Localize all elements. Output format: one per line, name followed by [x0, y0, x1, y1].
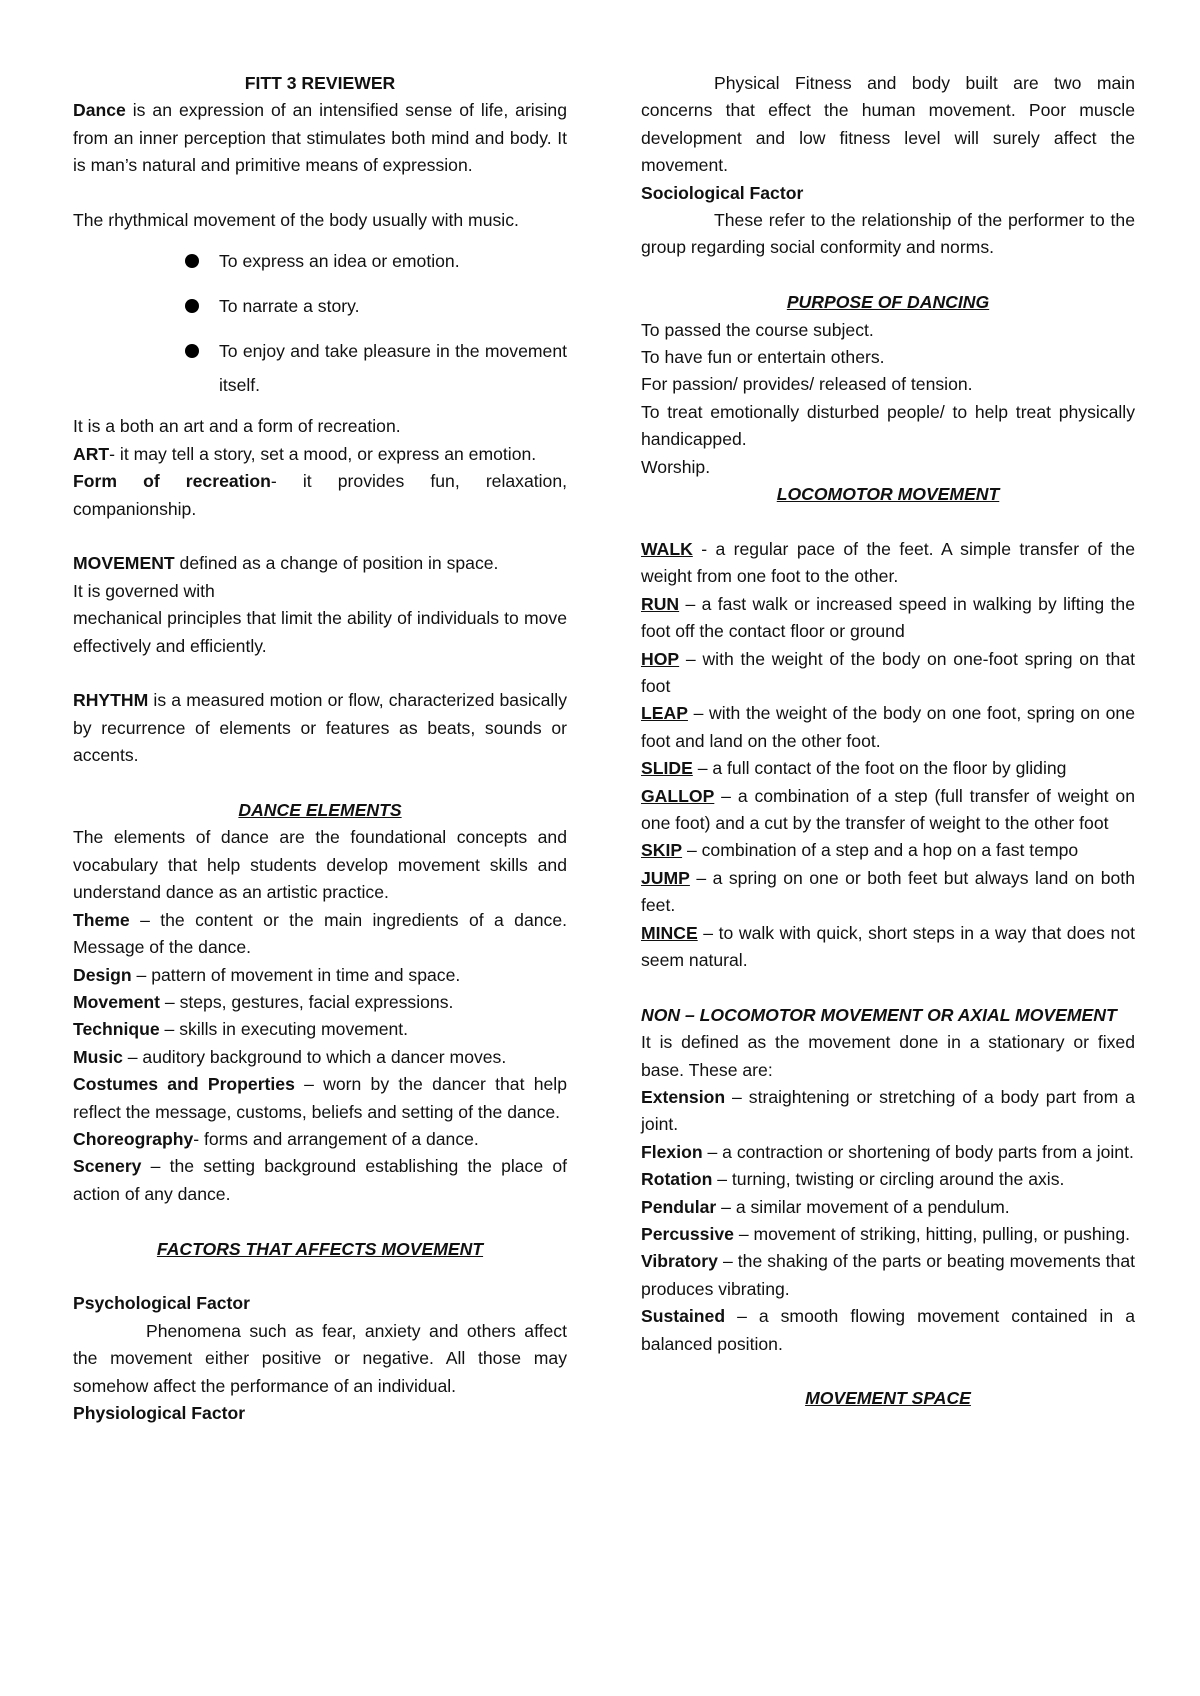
element-def: – the setting background establishing the place of action of any dance. — [73, 1156, 567, 1204]
locomotor-term: JUMP — [641, 867, 690, 888]
right-column — [641, 70, 1135, 1413]
axial-term: Sustained — [641, 1306, 726, 1327]
document-title: FITT 3 REVIEWER — [244, 73, 396, 93]
axial-def: – a similar movement of a pendulum. — [716, 1196, 1010, 1217]
art-definition — [73, 441, 567, 468]
element-def: – steps, gestures, facial expressions. — [160, 991, 454, 1012]
axial-term: Extension — [641, 1086, 726, 1107]
locomotor-term: RUN — [641, 593, 680, 614]
recreation-def-text: - it provides fun, relaxation, companionship. — [73, 471, 567, 519]
locomotor-item — [641, 783, 1135, 838]
locomotor-item — [641, 865, 1135, 920]
locomotor-term: HOP — [641, 648, 680, 669]
bullet-text: To express an idea or emotion. — [219, 251, 460, 272]
element-term: Music — [73, 1046, 123, 1067]
art-term: ART — [73, 443, 110, 464]
locomotor-def: – a fast walk or increased speed in walking by lifting the foot off the contact floor or ground — [641, 593, 1135, 642]
psychological-def: Phenomena such as fear, anxiety and others affect the movement either positive or negative. All those may somehow affect the performance of an individual. — [73, 1320, 567, 1396]
dance-definition — [73, 97, 567, 179]
locomotor-item — [641, 837, 1135, 864]
mechanical-text: mechanical principles that limit the ability of individuals to move effectively and efficiently. — [73, 608, 567, 656]
element-def: – worn by the dancer that help reflect the message, customs, beliefs and setting of the dance. — [73, 1074, 567, 1122]
element-item — [73, 1044, 567, 1071]
axial-def: – straightening or stretching of a body part from a joint. — [641, 1086, 1135, 1135]
dance-elements-heading: DANCE ELEMENTS — [238, 800, 402, 821]
axial-item — [641, 1221, 1135, 1248]
element-item — [73, 962, 567, 989]
governed-text: It is governed with — [73, 580, 215, 601]
element-item — [73, 989, 567, 1016]
dance-term: Dance — [73, 100, 126, 121]
purpose-item: To treat emotionally disturbed people/ to help treat physically handicapped. — [641, 401, 1135, 450]
movement-term: MOVEMENT — [73, 553, 175, 574]
bullet-item — [219, 244, 567, 278]
bullet-text: To enjoy and take pleasure in the movement itself. — [219, 341, 567, 396]
physiological-term: Physiological Factor — [73, 1402, 246, 1423]
axial-term: Rotation — [641, 1169, 713, 1190]
element-def: - forms and arrangement of a dance. — [193, 1128, 479, 1149]
rhythm-def-text: is a measured motion or flow, characterized basically by recurrence of elements or features as beats, sounds or accents. — [73, 690, 567, 766]
purpose-item: Worship. — [641, 456, 711, 477]
locomotor-term: SLIDE — [641, 758, 693, 779]
purpose-item: To passed the course subject. — [641, 319, 874, 340]
recreation-term: Form of recreation — [73, 471, 271, 492]
element-term: Design — [73, 964, 132, 985]
element-item — [73, 1071, 567, 1126]
non-locomotor-intro: It is defined as the movement done in a stationary or fixed base. These are: — [641, 1032, 1135, 1080]
axial-def: – the shaking of the parts or beating movements that produces vibrating. — [641, 1251, 1135, 1299]
art-def-text: - it may tell a story, set a mood, or express an emotion. — [109, 443, 537, 464]
art-recreation-text: It is a both an art and a form of recreation. — [73, 416, 401, 437]
bullet-text: To narrate a story. — [219, 296, 360, 317]
axial-def: – a smooth flowing movement contained in a balanced position. — [641, 1306, 1135, 1354]
element-term: Technique — [73, 1019, 160, 1040]
dance-def-text: is an expression of an intensified sense of life, arising from an inner perception that stimulates both mind and body. It is man’s natural and primitive means of expression. — [73, 100, 567, 176]
locomotor-item — [641, 536, 1135, 591]
element-term: Scenery — [73, 1156, 142, 1177]
psychological-term: Psychological Factor — [73, 1293, 250, 1314]
element-term: Costumes and Properties — [73, 1074, 295, 1095]
axial-item — [641, 1194, 1135, 1221]
locomotor-item — [641, 755, 1135, 782]
axial-term: Pendular — [641, 1196, 717, 1217]
sociological-def: These refer to the relationship of the performer to the group regarding social conformity and norms. — [641, 210, 1135, 258]
purpose-bullet-list — [73, 244, 567, 402]
movement-definition — [73, 550, 567, 577]
axial-item — [641, 1248, 1135, 1303]
bullet-item — [219, 289, 567, 323]
movement-space-heading: MOVEMENT SPACE — [805, 1388, 971, 1409]
locomotor-item — [641, 646, 1135, 701]
axial-item — [641, 1303, 1135, 1358]
factors-heading: FACTORS THAT AFFECTS MOVEMENT — [156, 1238, 484, 1259]
locomotor-def: – to walk with quick, short steps in a way that does not seem natural. — [641, 922, 1135, 970]
locomotor-def: – combination of a step and a hop on a fast tempo — [682, 840, 1079, 861]
axial-term: Flexion — [641, 1141, 703, 1162]
non-locomotor-heading: NON – LOCOMOTOR MOVEMENT OR AXIAL MOVEMENT — [641, 1004, 1117, 1025]
bullet-dot-icon — [185, 254, 199, 268]
recreation-definition — [73, 468, 567, 523]
locomotor-item — [641, 591, 1135, 646]
locomotor-term: MINCE — [641, 922, 698, 943]
locomotor-term: SKIP — [641, 840, 683, 861]
locomotor-term: WALK — [641, 538, 693, 559]
axial-def: – movement of striking, hitting, pulling, or pushing. — [733, 1224, 1131, 1245]
locomotor-def: – a spring on one or both feet but always land on both feet. — [641, 867, 1135, 916]
locomotor-item — [641, 920, 1135, 975]
axial-item — [641, 1166, 1135, 1193]
element-def: – skills in executing movement. — [159, 1019, 409, 1040]
element-def: – the content or the main ingredients of a dance. Message of the dance. — [73, 909, 567, 958]
locomotor-def: – a full contact of the foot on the floor by gliding — [692, 758, 1067, 779]
physiological-def: Physical Fitness and body built are two main concerns that effect the human movement. Poor muscle development and low fitness level will surely affect the movement. — [641, 73, 1135, 176]
locomotor-term: GALLOP — [641, 785, 715, 806]
axial-item — [641, 1084, 1135, 1139]
element-term: Choreography — [73, 1128, 194, 1149]
locomotor-def: – with the weight of the body on one-foot spring on that foot — [641, 648, 1135, 696]
element-term: Movement — [73, 991, 161, 1012]
axial-term: Percussive — [641, 1224, 734, 1245]
locomotor-heading: LOCOMOTOR MOVEMENT — [776, 484, 1000, 505]
bullet-dot-icon — [185, 299, 199, 313]
element-item — [73, 1016, 567, 1043]
bullet-dot-icon — [185, 344, 199, 358]
locomotor-term: LEAP — [641, 703, 688, 724]
axial-def: – turning, twisting or circling around the axis. — [712, 1169, 1065, 1190]
rhythm-term: RHYTHM — [73, 690, 149, 711]
element-term: Theme — [73, 909, 130, 930]
movement-def-text: defined as a change of position in space. — [174, 553, 499, 574]
bullet-item — [219, 334, 567, 402]
axial-term: Vibratory — [641, 1251, 718, 1272]
purpose-heading: PURPOSE OF DANCING — [786, 292, 990, 313]
element-item — [73, 1126, 567, 1153]
purpose-item: For passion/ provides/ released of tension. — [641, 374, 973, 395]
purpose-item: To have fun or entertain others. — [641, 347, 885, 368]
elements-intro: The elements of dance are the foundational concepts and vocabulary that help students develop movement skills and understand dance as an artistic practice. — [73, 827, 567, 903]
left-column — [73, 70, 567, 1427]
locomotor-def: – with the weight of the body on one foot, spring on one foot and land on the other foot. — [641, 703, 1135, 751]
element-item — [73, 1153, 567, 1208]
locomotor-def: – a combination of a step (full transfer of weight on one foot) and a cut by the transfer of weight to the other foot — [641, 785, 1135, 833]
locomotor-def: - a regular pace of the feet. A simple transfer of the weight from one foot to the other. — [641, 538, 1135, 587]
element-def: – auditory background to which a dancer moves. — [122, 1046, 507, 1067]
sociological-term: Sociological Factor — [641, 182, 804, 203]
rhythmical-text: The rhythmical movement of the body usually with music. — [73, 210, 519, 231]
axial-item — [641, 1139, 1135, 1166]
element-def: – pattern of movement in time and space. — [131, 964, 461, 985]
axial-def: – a contraction or shortening of body parts from a joint. — [702, 1141, 1134, 1162]
rhythm-definition — [73, 687, 567, 769]
element-item — [73, 907, 567, 962]
locomotor-item — [641, 700, 1135, 755]
